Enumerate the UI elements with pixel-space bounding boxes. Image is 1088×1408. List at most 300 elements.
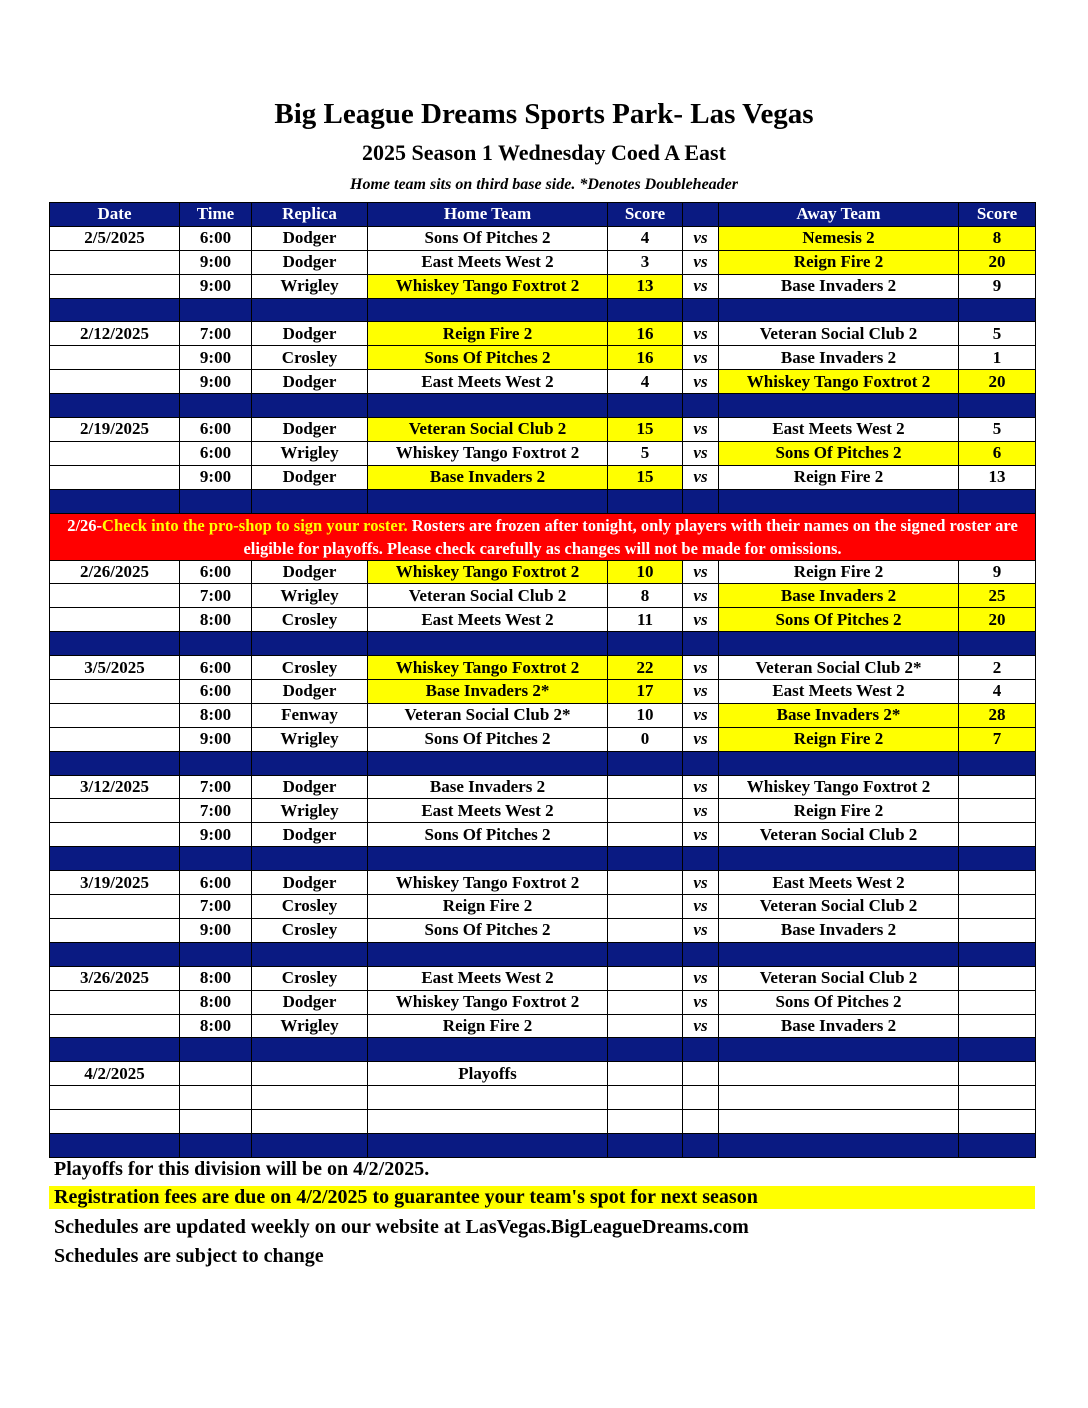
home-team: Sons Of Pitches 2 xyxy=(368,918,608,942)
game-time: 7:00 xyxy=(180,895,252,919)
separator-row xyxy=(50,751,1036,775)
home-team: East Meets West 2 xyxy=(368,966,608,990)
empty-cell xyxy=(683,1062,719,1086)
vs-label: vs xyxy=(683,441,719,465)
game-field: Dodger xyxy=(252,465,368,489)
home-team: Veteran Social Club 2 xyxy=(368,584,608,608)
empty-cell xyxy=(608,489,683,513)
home-score: 15 xyxy=(608,465,683,489)
home-score xyxy=(608,895,683,919)
game-row xyxy=(50,990,1036,1014)
game-field: Wrigley xyxy=(252,441,368,465)
empty-cell xyxy=(959,298,1036,322)
empty-cell xyxy=(368,298,608,322)
home-score xyxy=(608,823,683,847)
game-date xyxy=(50,1014,180,1038)
home-team: Base Invaders 2* xyxy=(368,680,608,704)
game-row xyxy=(50,895,1036,919)
home-team: Base Invaders 2 xyxy=(368,775,608,799)
empty-cell xyxy=(719,394,959,418)
empty-cell xyxy=(719,298,959,322)
away-team: East Meets West 2 xyxy=(719,680,959,704)
empty-cell xyxy=(180,1038,252,1062)
away-team: Base Invaders 2 xyxy=(719,274,959,298)
empty-cell xyxy=(683,751,719,775)
game-time: 6:00 xyxy=(180,656,252,680)
empty-cell xyxy=(252,847,368,871)
away-score xyxy=(959,990,1036,1014)
home-team: Whiskey Tango Foxtrot 2 xyxy=(368,560,608,584)
game-row xyxy=(50,274,1036,298)
away-team: East Meets West 2 xyxy=(719,418,959,442)
empty-cell xyxy=(180,298,252,322)
vs-label: vs xyxy=(683,418,719,442)
away-score: 25 xyxy=(959,584,1036,608)
away-team: Veteran Social Club 2 xyxy=(719,823,959,847)
empty-cell xyxy=(959,1110,1036,1134)
home-score: 5 xyxy=(608,441,683,465)
away-score xyxy=(959,895,1036,919)
game-time: 8:00 xyxy=(180,608,252,632)
home-team: Whiskey Tango Foxtrot 2 xyxy=(368,274,608,298)
empty-cell xyxy=(50,942,180,966)
home-score: 17 xyxy=(608,680,683,704)
away-score xyxy=(959,918,1036,942)
game-date: 3/12/2025 xyxy=(50,775,180,799)
empty-cell xyxy=(608,394,683,418)
game-date xyxy=(50,370,180,394)
away-team: Veteran Social Club 2 xyxy=(719,966,959,990)
game-time: 9:00 xyxy=(180,918,252,942)
game-field: Crosley xyxy=(252,656,368,680)
footer-website: Schedules are updated weekly on our website at LasVegas.BigLeagueDreams.com xyxy=(54,1216,749,1238)
game-row xyxy=(50,727,1036,751)
empty-cell xyxy=(959,751,1036,775)
header-date: Date xyxy=(50,203,180,227)
game-time: 9:00 xyxy=(180,727,252,751)
game-row xyxy=(50,465,1036,489)
empty-cell xyxy=(180,394,252,418)
footer-playoffs: Playoffs for this division will be on 4/2/2025. xyxy=(54,1158,430,1180)
away-score xyxy=(959,1014,1036,1038)
game-row xyxy=(50,1014,1036,1038)
empty-cell xyxy=(719,489,959,513)
empty-cell xyxy=(683,942,719,966)
empty-cell xyxy=(50,1133,180,1157)
empty-cell xyxy=(50,1038,180,1062)
home-score: 3 xyxy=(608,250,683,274)
home-score xyxy=(608,918,683,942)
game-time: 6:00 xyxy=(180,871,252,895)
empty-cell xyxy=(959,1086,1036,1110)
empty-cell xyxy=(368,489,608,513)
game-row xyxy=(50,823,1036,847)
home-score: 16 xyxy=(608,322,683,346)
home-team: East Meets West 2 xyxy=(368,799,608,823)
empty-cell xyxy=(180,847,252,871)
separator-row xyxy=(50,632,1036,656)
empty-cell xyxy=(719,1086,959,1110)
playoff-row xyxy=(50,1062,1036,1086)
away-score: 9 xyxy=(959,274,1036,298)
game-time: 8:00 xyxy=(180,703,252,727)
game-field: Dodger xyxy=(252,226,368,250)
empty-cell xyxy=(50,1086,180,1110)
game-row xyxy=(50,775,1036,799)
game-row xyxy=(50,441,1036,465)
empty-cell xyxy=(180,1110,252,1134)
separator-row xyxy=(50,847,1036,871)
vs-label: vs xyxy=(683,775,719,799)
empty-cell xyxy=(683,1038,719,1062)
game-time: 6:00 xyxy=(180,418,252,442)
home-team: East Meets West 2 xyxy=(368,608,608,632)
game-time: 9:00 xyxy=(180,823,252,847)
game-time: 8:00 xyxy=(180,966,252,990)
empty-cell xyxy=(368,1110,608,1134)
game-date xyxy=(50,608,180,632)
empty-cell xyxy=(368,847,608,871)
empty-cell xyxy=(719,1038,959,1062)
empty-cell xyxy=(50,847,180,871)
home-team: Sons Of Pitches 2 xyxy=(368,346,608,370)
game-date xyxy=(50,274,180,298)
away-team: Veteran Social Club 2 xyxy=(719,322,959,346)
empty-cell xyxy=(368,632,608,656)
home-score xyxy=(608,775,683,799)
separator-row xyxy=(50,1133,1036,1157)
vs-label: vs xyxy=(683,823,719,847)
away-score: 8 xyxy=(959,226,1036,250)
away-score: 9 xyxy=(959,560,1036,584)
page-title: Big League Dreams Sports Park- Las Vegas xyxy=(274,98,814,130)
game-time: 9:00 xyxy=(180,370,252,394)
game-field: Dodger xyxy=(252,871,368,895)
home-team: Veteran Social Club 2 xyxy=(368,418,608,442)
away-team: Base Invaders 2 xyxy=(719,918,959,942)
game-field: Crosley xyxy=(252,895,368,919)
home-score xyxy=(608,799,683,823)
away-team: Reign Fire 2 xyxy=(719,465,959,489)
game-date: 4/2/2025 xyxy=(50,1062,180,1086)
away-team: Reign Fire 2 xyxy=(719,250,959,274)
empty-cell xyxy=(252,1133,368,1157)
vs-label: vs xyxy=(683,370,719,394)
away-team: East Meets West 2 xyxy=(719,871,959,895)
home-score: 11 xyxy=(608,608,683,632)
home-team: East Meets West 2 xyxy=(368,250,608,274)
empty-cell xyxy=(608,1110,683,1134)
game-time: 7:00 xyxy=(180,775,252,799)
away-score: 20 xyxy=(959,250,1036,274)
empty-cell xyxy=(252,632,368,656)
schedule-table xyxy=(49,202,1036,1158)
game-date xyxy=(50,465,180,489)
away-team: Nemesis 2 xyxy=(719,226,959,250)
vs-label: vs xyxy=(683,608,719,632)
empty-cell xyxy=(252,489,368,513)
empty-cell xyxy=(608,1038,683,1062)
game-field: Crosley xyxy=(252,966,368,990)
empty-cell xyxy=(368,1133,608,1157)
away-score: 13 xyxy=(959,465,1036,489)
away-team: Whiskey Tango Foxtrot 2 xyxy=(719,775,959,799)
empty-cell xyxy=(719,751,959,775)
game-row xyxy=(50,799,1036,823)
empty-cell xyxy=(368,1086,608,1110)
away-score xyxy=(959,775,1036,799)
vs-label: vs xyxy=(683,322,719,346)
away-score: 5 xyxy=(959,322,1036,346)
home-team: Reign Fire 2 xyxy=(368,1014,608,1038)
vs-label: vs xyxy=(683,799,719,823)
away-team: Sons Of Pitches 2 xyxy=(719,608,959,632)
game-date xyxy=(50,250,180,274)
vs-label: vs xyxy=(683,274,719,298)
header-home-score: Score xyxy=(608,203,683,227)
vs-label: vs xyxy=(683,871,719,895)
vs-label: vs xyxy=(683,465,719,489)
game-date: 3/5/2025 xyxy=(50,656,180,680)
empty-cell xyxy=(252,942,368,966)
empty-cell xyxy=(719,1133,959,1157)
empty-cell xyxy=(252,751,368,775)
game-time: 9:00 xyxy=(180,250,252,274)
away-team: Reign Fire 2 xyxy=(719,560,959,584)
home-score xyxy=(608,990,683,1014)
away-score xyxy=(959,823,1036,847)
game-date xyxy=(50,727,180,751)
game-time: 7:00 xyxy=(180,584,252,608)
game-time: 6:00 xyxy=(180,226,252,250)
game-row xyxy=(50,370,1036,394)
game-row xyxy=(50,871,1036,895)
away-team: Reign Fire 2 xyxy=(719,727,959,751)
home-score xyxy=(608,1014,683,1038)
home-score: 16 xyxy=(608,346,683,370)
empty-cell xyxy=(683,847,719,871)
separator-row xyxy=(50,489,1036,513)
game-row xyxy=(50,703,1036,727)
empty-cell xyxy=(252,298,368,322)
empty-cell xyxy=(683,394,719,418)
game-row xyxy=(50,346,1036,370)
away-team: Whiskey Tango Foxtrot 2 xyxy=(719,370,959,394)
empty-cell xyxy=(683,1133,719,1157)
vs-label: vs xyxy=(683,656,719,680)
empty-cell xyxy=(683,632,719,656)
home-team: Reign Fire 2 xyxy=(368,322,608,346)
blank-row xyxy=(50,1110,1036,1134)
away-score: 7 xyxy=(959,727,1036,751)
game-row xyxy=(50,918,1036,942)
game-date: 2/12/2025 xyxy=(50,322,180,346)
away-team: Sons Of Pitches 2 xyxy=(719,990,959,1014)
game-field: Crosley xyxy=(252,346,368,370)
away-team: Veteran Social Club 2 xyxy=(719,895,959,919)
empty-cell xyxy=(180,1086,252,1110)
home-team: Whiskey Tango Foxtrot 2 xyxy=(368,441,608,465)
game-date xyxy=(50,441,180,465)
game-date xyxy=(50,346,180,370)
away-team: Base Invaders 2 xyxy=(719,346,959,370)
separator-row xyxy=(50,942,1036,966)
game-date: 3/19/2025 xyxy=(50,871,180,895)
game-time: 9:00 xyxy=(180,346,252,370)
game-date: 2/5/2025 xyxy=(50,226,180,250)
game-date: 2/19/2025 xyxy=(50,418,180,442)
empty-cell xyxy=(368,751,608,775)
empty-cell xyxy=(50,1110,180,1134)
game-field: Crosley xyxy=(252,608,368,632)
away-team: Reign Fire 2 xyxy=(719,799,959,823)
blank-row xyxy=(50,1086,1036,1110)
empty-cell xyxy=(683,298,719,322)
away-score xyxy=(959,966,1036,990)
header-away-team: Away Team xyxy=(719,203,959,227)
game-field: Dodger xyxy=(252,418,368,442)
game-field: Dodger xyxy=(252,370,368,394)
empty-cell xyxy=(959,1038,1036,1062)
footer-disclaimer: Schedules are subject to change xyxy=(54,1245,324,1267)
game-field: Dodger xyxy=(252,560,368,584)
roster-notice xyxy=(50,513,1036,560)
empty-cell xyxy=(959,1062,1036,1086)
empty-cell xyxy=(368,1038,608,1062)
away-score: 4 xyxy=(959,680,1036,704)
game-row xyxy=(50,584,1036,608)
empty-cell xyxy=(252,1110,368,1134)
empty-cell xyxy=(50,751,180,775)
away-team: Sons Of Pitches 2 xyxy=(719,441,959,465)
away-score xyxy=(959,871,1036,895)
empty-cell xyxy=(608,298,683,322)
vs-label: vs xyxy=(683,346,719,370)
game-field: Dodger xyxy=(252,775,368,799)
vs-label: vs xyxy=(683,703,719,727)
game-date xyxy=(50,680,180,704)
home-score: 10 xyxy=(608,560,683,584)
vs-label: vs xyxy=(683,990,719,1014)
vs-label: vs xyxy=(683,966,719,990)
vs-label: vs xyxy=(683,895,719,919)
home-score: 8 xyxy=(608,584,683,608)
game-date xyxy=(50,799,180,823)
away-team: Base Invaders 2 xyxy=(719,584,959,608)
game-time: 8:00 xyxy=(180,1014,252,1038)
empty-cell xyxy=(368,942,608,966)
separator-row xyxy=(50,394,1036,418)
game-field: Dodger xyxy=(252,823,368,847)
home-team: Sons Of Pitches 2 xyxy=(368,727,608,751)
home-team: Base Invaders 2 xyxy=(368,465,608,489)
empty-cell xyxy=(719,632,959,656)
notice-text: Rosters are frozen after tonight, only players with their names on the signed roster are eligible for playoffs. Please check carefully as changes will not be made for omissions. xyxy=(243,515,1018,558)
empty-cell xyxy=(959,847,1036,871)
home-score: 4 xyxy=(608,226,683,250)
away-team: Base Invaders 2* xyxy=(719,703,959,727)
game-row xyxy=(50,608,1036,632)
game-row xyxy=(50,250,1036,274)
empty-cell xyxy=(959,632,1036,656)
game-field: Wrigley xyxy=(252,274,368,298)
empty-cell xyxy=(50,489,180,513)
empty-cell xyxy=(959,1133,1036,1157)
game-time: 7:00 xyxy=(180,799,252,823)
game-field: Wrigley xyxy=(252,727,368,751)
empty-cell xyxy=(180,1133,252,1157)
empty-cell xyxy=(719,1062,959,1086)
home-team: Sons Of Pitches 2 xyxy=(368,823,608,847)
away-score: 28 xyxy=(959,703,1036,727)
home-team: Whiskey Tango Foxtrot 2 xyxy=(368,656,608,680)
schedule-body xyxy=(50,226,1036,1157)
game-time: 7:00 xyxy=(180,322,252,346)
home-team: East Meets West 2 xyxy=(368,370,608,394)
game-time: 9:00 xyxy=(180,465,252,489)
vs-label: vs xyxy=(683,560,719,584)
game-time: 6:00 xyxy=(180,441,252,465)
game-time: 8:00 xyxy=(180,990,252,1014)
empty-cell xyxy=(959,394,1036,418)
empty-cell xyxy=(180,632,252,656)
empty-cell xyxy=(608,1062,683,1086)
home-team: Whiskey Tango Foxtrot 2 xyxy=(368,990,608,1014)
game-field: Wrigley xyxy=(252,584,368,608)
empty-cell xyxy=(50,298,180,322)
game-field: Wrigley xyxy=(252,1014,368,1038)
empty-cell xyxy=(719,1110,959,1134)
game-field: Dodger xyxy=(252,990,368,1014)
game-date: 2/26/2025 xyxy=(50,560,180,584)
footer-registration: Registration fees are due on 4/2/2025 to guarantee your team's spot for next season xyxy=(49,1186,1035,1209)
away-score: 1 xyxy=(959,346,1036,370)
header-time: Time xyxy=(180,203,252,227)
game-time: 9:00 xyxy=(180,274,252,298)
empty-cell xyxy=(180,1062,252,1086)
roster-notice-row xyxy=(50,513,1036,560)
empty-cell xyxy=(959,942,1036,966)
game-row xyxy=(50,680,1036,704)
away-score: 20 xyxy=(959,608,1036,632)
game-row xyxy=(50,322,1036,346)
game-date xyxy=(50,990,180,1014)
home-score xyxy=(608,871,683,895)
away-score xyxy=(959,799,1036,823)
empty-cell xyxy=(252,1062,368,1086)
vs-label: vs xyxy=(683,226,719,250)
empty-cell xyxy=(180,942,252,966)
home-score: 13 xyxy=(608,274,683,298)
empty-cell xyxy=(608,632,683,656)
vs-label: vs xyxy=(683,680,719,704)
schedule-note: Home team sits on third base side. *Denotes Doubleheader xyxy=(350,176,738,193)
game-field: Dodger xyxy=(252,250,368,274)
empty-cell xyxy=(683,1110,719,1134)
vs-label: vs xyxy=(683,918,719,942)
separator-row xyxy=(50,1038,1036,1062)
home-team: Whiskey Tango Foxtrot 2 xyxy=(368,871,608,895)
empty-cell xyxy=(180,751,252,775)
home-score: 15 xyxy=(608,418,683,442)
empty-cell xyxy=(50,394,180,418)
empty-cell xyxy=(180,489,252,513)
game-field: Dodger xyxy=(252,322,368,346)
away-team: Veteran Social Club 2* xyxy=(719,656,959,680)
game-date xyxy=(50,823,180,847)
empty-cell xyxy=(959,489,1036,513)
header-vs xyxy=(683,203,719,227)
